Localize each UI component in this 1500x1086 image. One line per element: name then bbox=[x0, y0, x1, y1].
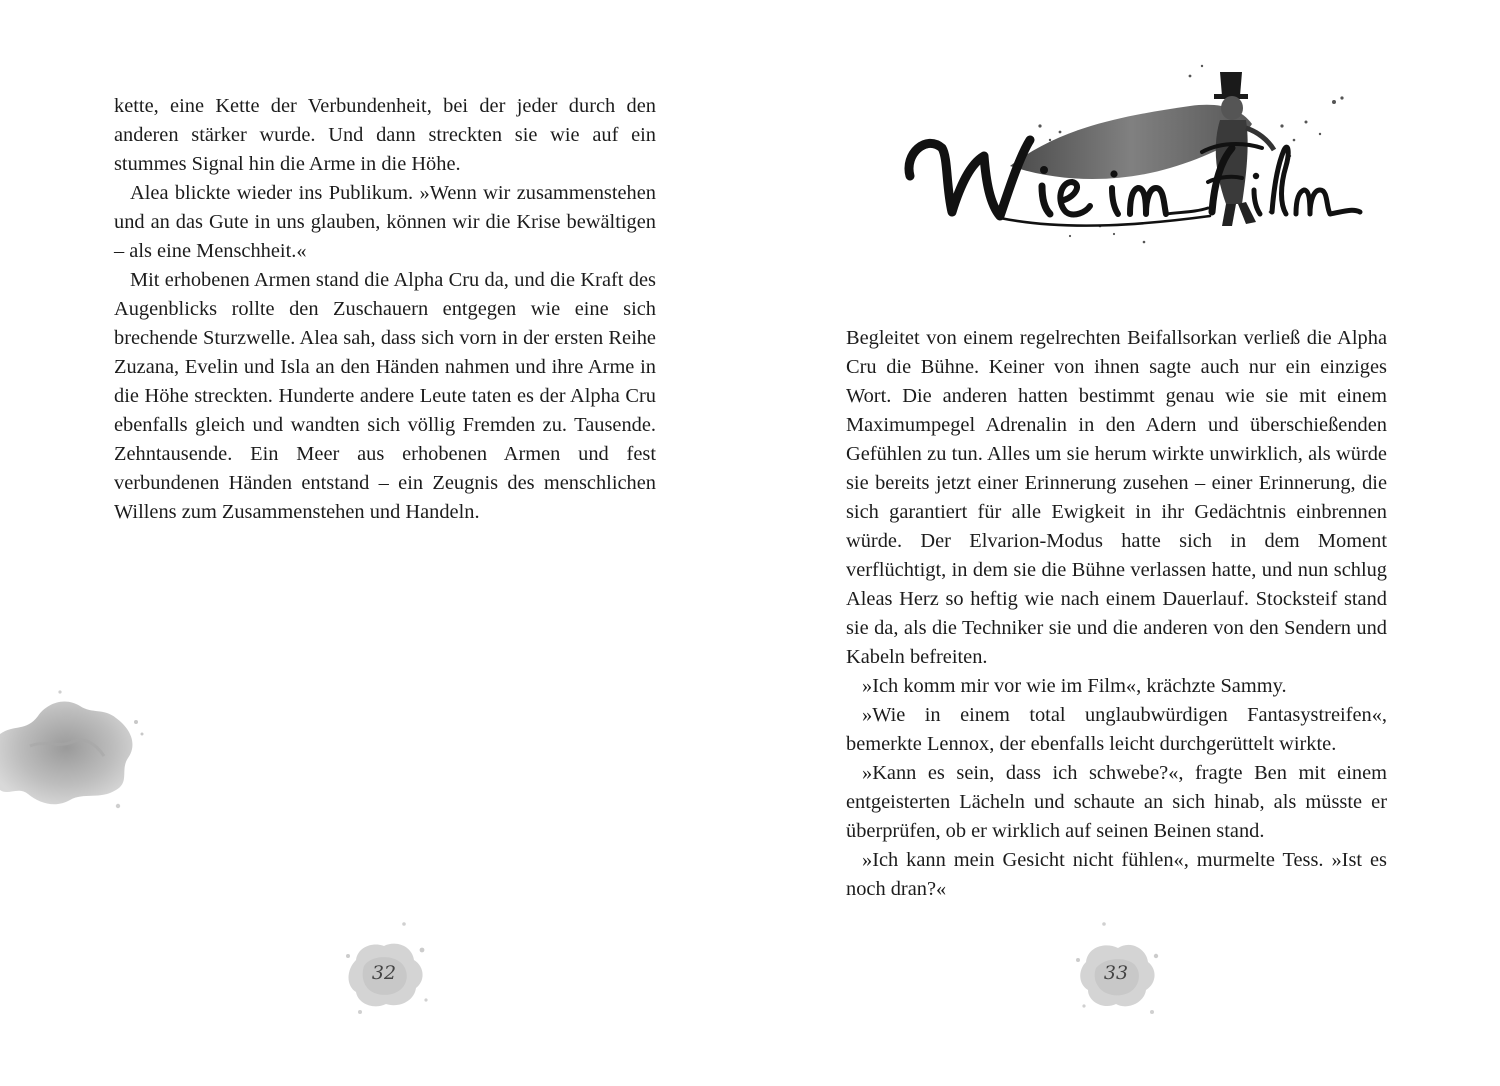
chapter-title-illustration bbox=[890, 36, 1370, 256]
right-page bbox=[750, 0, 1500, 1086]
paragraph: »Ich kann mein Gesicht nicht fühlen«, murmelte Tess. »Ist es noch dran?« bbox=[846, 849, 1387, 900]
right-body-text bbox=[846, 324, 1387, 904]
paragraph: »Kann es sein, dass ich schwebe?«, fragte Ben mit einem entgeisterten Lächeln und schaute an sich hinab, als müsste er überprüfen, ob er wirklich auf seinen Beinen stand. bbox=[846, 762, 1387, 842]
page-number-blot bbox=[334, 916, 434, 1026]
left-body-text bbox=[114, 92, 656, 527]
page-number: 33 bbox=[1103, 962, 1129, 984]
paragraph: »Ich komm mir vor wie im Film«, krächzte Sammy. bbox=[862, 675, 1287, 697]
paragraph: Mit erhobenen Armen stand die Alpha Cru da, und die Kraft des Augenblicks rollte den Zuschauern entgegen wie eine sich brechende Sturzwelle. Alea sah, dass sich vorn in der ersten Reihe Zuzana, Evelin und Isla an den Händen nahmen und ihre Arme in die Höhe streckten. Hunderte andere Leute taten es der Alpha Cru ebenfalls gleich und wandten sich völlig Fremden zu. Tausende. Zehntausende. Ein Meer aus erhobenen Armen und fest verbundenen Händen entstand – ein Zeugnis des menschlichen Willens zum Zusammenstehen und Handeln. bbox=[114, 269, 656, 523]
page-number-blot bbox=[1066, 916, 1166, 1026]
paragraph: Alea blickte wieder ins Publikum. »Wenn wir zusammenstehen und an das Gute in uns glauben, können wir die Krise bewältigen – als eine Menschheit.« bbox=[114, 182, 656, 262]
chapter-heading bbox=[890, 36, 1370, 256]
page-number: 32 bbox=[371, 962, 397, 984]
paragraph: Begleitet von einem regelrechten Beifallsorkan verließ die Alpha Cru die Bühne. Keiner von ihnen sagte auch nur ein einziges Wort. Die anderen hatten bestimmt genau wie sie mit einem Maximumpegel Adrenalin in den Adern und überschießenden Gefühlen zu tun. Alles um sie herum wirkte unwirklich, als würde sie bereits jetzt einer Erinnerung zusehen – einer Erinnerung, die sich garantiert für alle Ewigkeit in ihr Gedächtnis einbrennen würde. Der Elvarion-Modus hatte sich in dem Moment verflüchtigt, in dem sie die Bühne verlassen hatte, und nun schlug Aleas Herz so heftig wie nach einem Dauerlauf. Stocksteif stand sie da, als die Techniker sie und die anderen von den Sendern und Kabeln befreiten. bbox=[846, 327, 1387, 668]
ink-blot-decoration bbox=[0, 686, 150, 826]
paragraph: »Wie in einem total unglaubwürdigen Fantasystreifen«, bemerkte Lennox, der ebenfalls leicht durchgerüttelt wirkte. bbox=[846, 704, 1387, 755]
paragraph: kette, eine Kette der Verbundenheit, bei der jeder durch den anderen stärker wurde. Und dann streckten sie wie auf ein stummes Signal hin die Arme in die Höhe. bbox=[114, 95, 656, 175]
